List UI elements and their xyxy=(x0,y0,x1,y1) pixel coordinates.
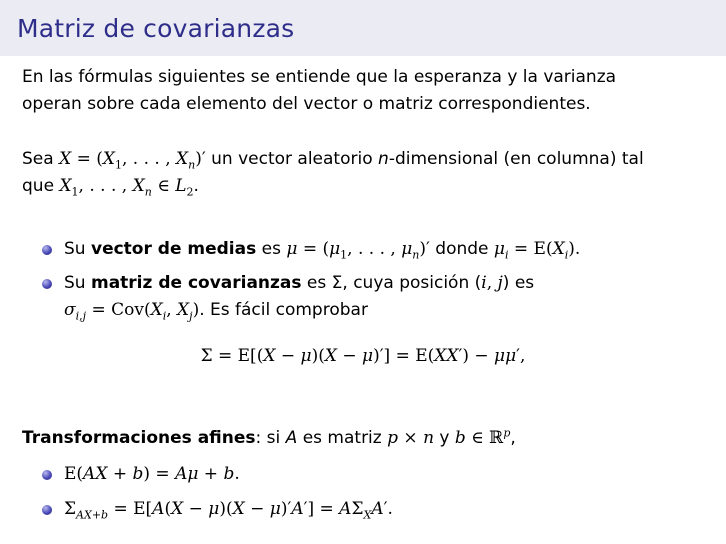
bullet-icon xyxy=(42,279,52,289)
definition-line-2: que $X_1$, . . . , $X_n$ ∈ $L_2$. xyxy=(22,176,199,199)
bullet-icon xyxy=(42,245,52,255)
affine-heading: Transformaciones afines: si A es matriz p × n y b ∈ ℝ$^p$, xyxy=(22,426,516,448)
intro-line-2: operan sobre cada elemento del vector o matriz correspondientes. xyxy=(22,94,591,114)
bullet-covariance-matrix: Su matriz de covarianzas es Σ, cuya posición (i, j) es xyxy=(64,273,535,293)
bullet-icon xyxy=(42,505,52,515)
title-bar xyxy=(0,0,726,56)
covariance-formula: Σ = E[(X − μ)(X − μ)′] = E(XX′) − μμ′, xyxy=(200,346,526,366)
definition-line-1: Sea $X = (X_1$, . . . , $X_n)'$ un vector aleatorio n-dimensional (en columna) tal xyxy=(22,149,644,172)
affine-mean-formula: E(AX + b) = Aμ + b. xyxy=(64,464,240,484)
bullet-mean-vector: Su vector de medias es $\mu = (\mu_1$, . . . , $\mu_n)'$ donde $\mu_i = E(X_i)$. xyxy=(64,239,581,262)
affine-covariance-formula: $\Sigma_{AX+b} = E[A(X - \mu)(X - \mu)'A'] = A\Sigma_XA'$. xyxy=(64,499,393,522)
bullet-icon xyxy=(42,470,52,480)
page-title: Matriz de covarianzas xyxy=(17,14,295,43)
intro-line-1: En las fórmulas siguientes se entiende que la esperanza y la varianza xyxy=(22,67,617,87)
bullet-covariance-line-2: $\sigma_{i,j} = Cov(X_i$, $X_j$). Es fácil comprobar xyxy=(64,300,368,323)
